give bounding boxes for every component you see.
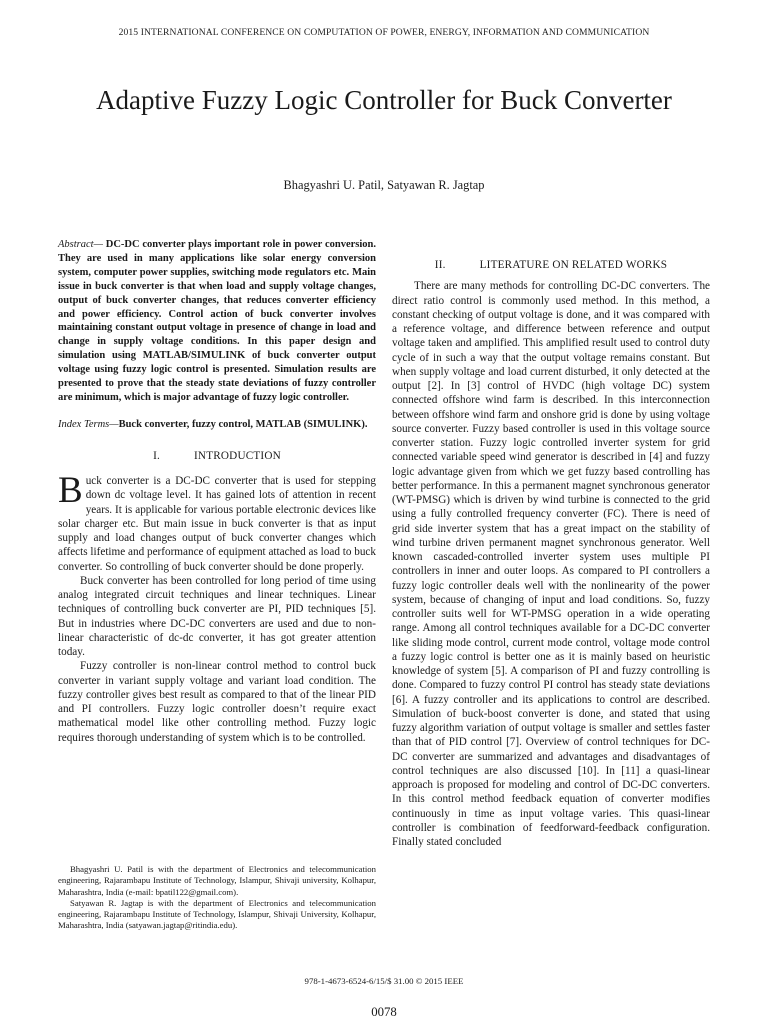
copyright-footer: 978-1-4673-6524-6/15/$ 31.00 © 2015 IEEE xyxy=(304,976,464,986)
footnote-author-1: Bhagyashri U. Patil is with the department of Electronics and telecommunication engineering, Rajarambapu Institute of Technology, Islampur, Shivaji university, Kolhapur, Maharashtra, India (e-mail: bpatil122@gmail.com). xyxy=(58,864,376,897)
abstract-text: DC-DC converter plays important role in power conversion. They are used in many applications like solar energy conversion system, computer power supplies, switching mode regulators etc. Main issue in buck converter is that when load and supply voltage changes, output of buck converter changes, that reduces converter efficiency and power efficiency. Control action of buck converter involves maintaining constant output voltage in presence of change in load and change in supply voltage conditions. In this paper design and simulation using MATLAB/SIMULINK of buck converter output voltage using fuzzy logic control is presented. Simulation results are presented to prove that the steady state deviations of fuzzy controller are minimum, which is major advantage of fuzzy logic controller. xyxy=(58,239,377,403)
author-line: Bhagyashri U. Patil, Satyawan R. Jagtap xyxy=(283,178,485,192)
section-number: I. xyxy=(153,449,160,462)
literature-paragraph: There are many methods for controlling DC-DC converters. The direct ratio control is commonly used method. In this method, a constant checking of output voltage is done, and it was compared with a reference voltage, and difference between reference and output voltage taken and amplified. This amplified result used to control duty cycle of in such a way that the output voltage remains constant. But when supply voltage and load current disturbed, it only detected at the output [2]. In [3] control of HVDC (high voltage DC) system connected offshore wind farm is described. In this interconnection between offshore wind farm and onshore grid is done by using voltage source converter. Fuzzy based controller is used in this voltage source converter station. Fuzzy logic controlled inverter system for grid connected variable speed wind generator is described in [4] and fuzzy logic advantage given from which we get fuzzy based controlling has better performance. In this a permanent magnet synchronous generator (WT-PMSG) which is driven by wind turbine is connected to the grid using a fully controlled frequency converter (FC). There is need of grid side inverter system that has a great impact on the stability of wind turbine driven permanent magnet synchronous generator. Well known cascaded-controlled inverter system uses multiple PI controllers in inner and outer loops. As compared to PI controllers a fuzzy logic controller deals well with the nonlinearity of the power system, because of changing of input and load conditions. So, fuzzy controller suits well for WT-PMSG operation in a wide operating range. Among all control techniques available for a DC-DC converter like sliding mode control, current mode control, voltage mode control a fuzzy logic control is better one as it is mainly based on heuristic knowledge of system [5]. A comparison of PI and fuzzy controlling is done. Compared to fuzzy control PI control has steady state deviations [6]. A fuzzy controller and its applications to control are described. Simulation of buck-boost converter is done, and stated that using fuzzy algorithm variation of output voltage is smaller and settles faster than that of PID control [7]. Overview of control techniques for DC-DC converter are summarized and advantages and disadvantages of control techniques are also discussed [10]. In [11] a quasi-linear approach is proposed for modeling and control of DC-DC converters. In this control method feedback equation of converter modifies continuously in time as input voltage varies. This quasi-linear controller is combination of feedforward-feedback configuration. Finally stated concluded xyxy=(392,280,710,848)
intro-paragraph-3: Fuzzy controller is non-linear control method to control buck converter in variant supply voltage and variant load condition. The fuzzy controller gives best result as compared to that of the linear PID and PI controllers. Fuzzy logic controller doesn’t require exact mathematical model like other controlling method. Fuzzy logic requires thorough understanding of system which is to be controlled. xyxy=(58,660,376,744)
section-title: LITERATURE ON RELATED WORKS xyxy=(479,259,668,271)
section-title: INTRODUCTION xyxy=(194,449,281,462)
intro-paragraph-1 xyxy=(58,470,376,574)
abstract xyxy=(58,238,376,405)
running-header: 2015 INTERNATIONAL CONFERENCE ON COMPUTATION OF POWER, ENERGY, INFORMATION AND COMMUNICATION xyxy=(118,27,650,38)
footnote-author-2: Satyawan R. Jagtap is with the department of Electronics and telecommunication engineering, Rajarambapu Institute of Technology, Islampur, Shivaji University, Kolhapur, Maharashtra, India (satyawan.jagtap@ritindia.edu). xyxy=(58,897,376,931)
intro-paragraph-1-text: uck converter is a DC-DC converter that is used for stepping down dc voltage level. It has gained lots of attention in recent years. It is applicable for various portable electronic devices like solar charger etc. But main issue in buck converter is that as input supply and load changes output of buck converter changes which affects lifetime and performance of equipment attached as load to buck converter. So controlling of buck converter should be done properly. xyxy=(58,475,376,573)
author-footnotes xyxy=(58,864,376,932)
page-number: 0078 xyxy=(371,1005,397,1019)
index-terms xyxy=(58,418,376,432)
index-terms-text: Buck converter, fuzzy control, MATLAB (SIMULINK). xyxy=(118,418,368,430)
right-column xyxy=(392,258,710,849)
section-heading-literature xyxy=(392,258,710,272)
abstract-label: Abstract— xyxy=(58,239,106,250)
intro-paragraph-2: Buck converter has been controlled for long period of time using analog integrated circuit techniques and linear techniques. Linear techniques of controlling buck converter are PI, PID techniques [5]. But in industries where DC-DC converters are used and due to non-linear characteristic of dc-dc converter, it has got greater attention today. xyxy=(58,574,376,659)
section-heading-introduction xyxy=(58,449,376,463)
paper-title: Adaptive Fuzzy Logic Controller for Buck Converter xyxy=(96,85,672,115)
drop-cap-letter: B xyxy=(58,470,83,512)
index-terms-label: Index Terms— xyxy=(58,418,119,430)
section-number: II. xyxy=(434,259,446,271)
left-column xyxy=(58,238,376,745)
